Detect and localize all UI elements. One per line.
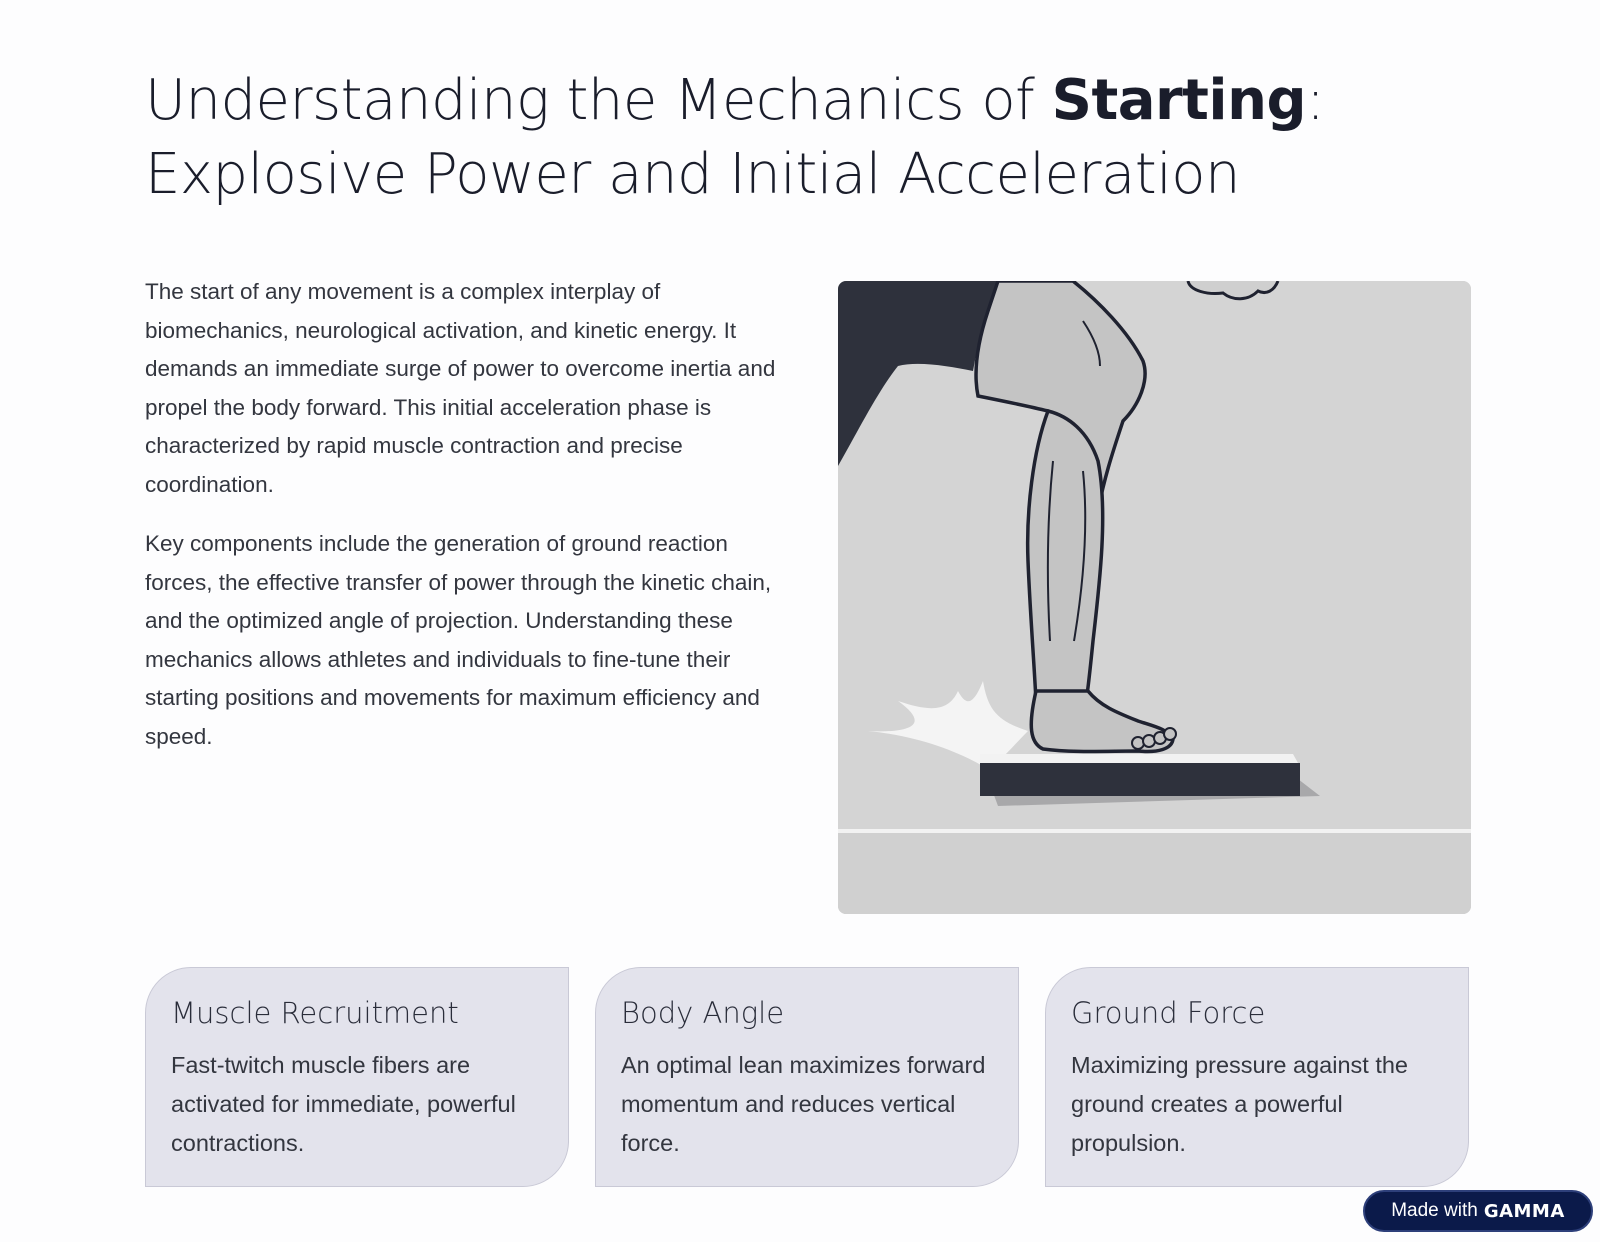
floor [838, 833, 1471, 914]
card-ground-force [1045, 967, 1469, 1187]
leg-illustration-svg [838, 281, 1471, 914]
card-text: Fast-twitch muscle fibers are activated for immediate, powerful contractions. [171, 1052, 516, 1156]
title-line-2: Explosive Power and Initial Acceleration [145, 142, 1241, 207]
card-title: Ground Force [1071, 996, 1266, 1030]
card-text: Maximizing pressure against the ground creates a powerful propulsion. [1071, 1052, 1408, 1156]
page-title [145, 64, 1485, 212]
feature-cards [145, 967, 1471, 1187]
toe-4 [1164, 728, 1176, 740]
intro-paragraph-1: The start of any movement is a complex interplay of biomechanics, neurological activation, and kinetic energy. It demands an immediate surge of power to overcome inertia and propel the body forward. This initial acceleration phase is characterized by rapid muscle contraction and precise coordination. [145, 279, 776, 497]
badge-prefix: Made with [1391, 1200, 1478, 1221]
intro-paragraph-2: Key components include the generation of ground reaction forces, the effective transfer of power through the kinetic chain, and the optimized angle of projection. Understanding these mechanics allows athletes and individuals to fine-tune their starting positions and movements for maximum efficiency and speed. [145, 531, 772, 749]
leg-starting-illustration [838, 281, 1471, 914]
title-suffix: : [1306, 68, 1325, 133]
starting-block [980, 763, 1300, 796]
title-prefix: Understanding the Mechanics of [145, 68, 1052, 133]
card-muscle-recruitment [145, 967, 569, 1187]
gamma-logo-text: GAMMA [1483, 1200, 1565, 1222]
card-title: Body Angle [621, 996, 785, 1030]
intro-text [145, 273, 785, 777]
card-title: Muscle Recruitment [171, 996, 459, 1030]
card-text: An optimal lean maximizes forward momentum and reduces vertical force. [621, 1052, 986, 1156]
title-bold-word: Starting [1051, 68, 1307, 133]
block-top [980, 754, 1298, 763]
floor-line [838, 829, 1471, 833]
illustration-background [838, 281, 1471, 914]
made-with-gamma-badge[interactable] [1363, 1190, 1593, 1232]
toe-1 [1132, 737, 1144, 749]
card-body-angle [595, 967, 1019, 1187]
calf-shape [1028, 411, 1103, 701]
